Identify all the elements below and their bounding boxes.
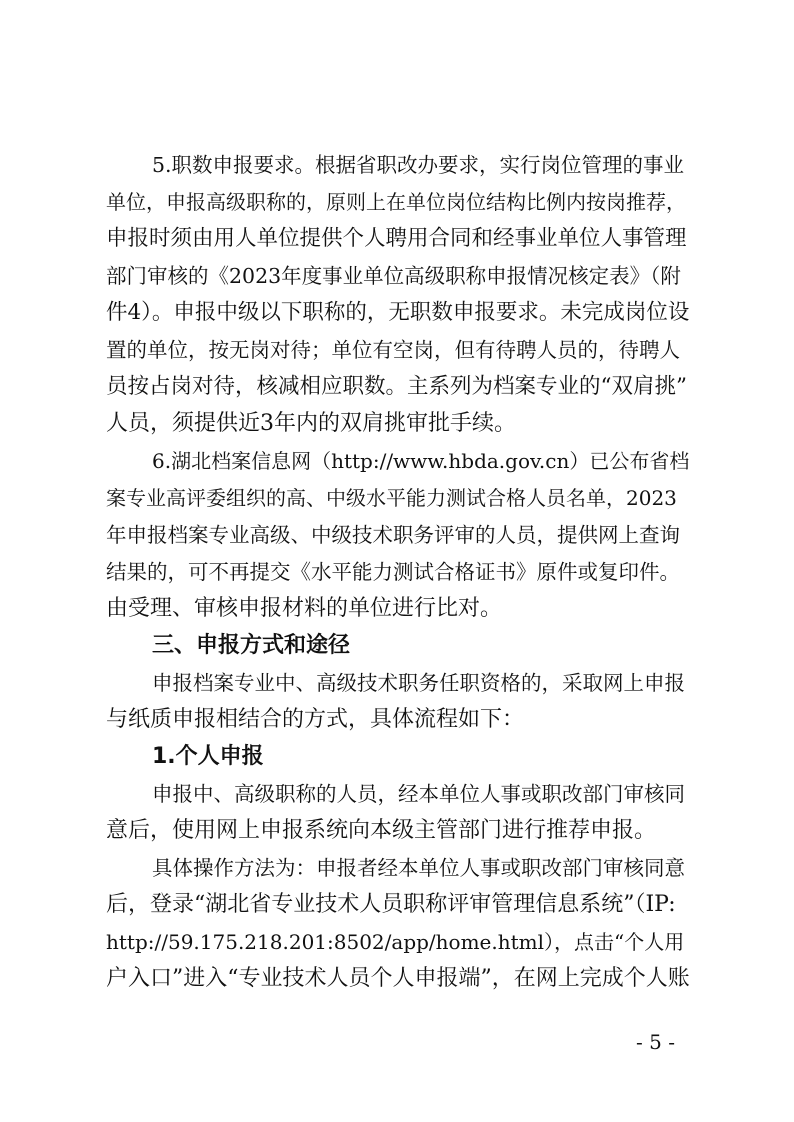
body-text-line: 员按占岗对待，核减相应职数。主系列为档案专业的“双肩挑” xyxy=(106,374,687,399)
body-text-line: 6.湖北档案信息网（http://www.hbda.gov.cn）已公布省档 xyxy=(152,449,690,473)
body-text-line: 申报时须由用人单位提供个人聘用合同和经事业单位人事管理 xyxy=(106,226,687,251)
body-text-line: 由受理、审核申报材料的单位进行比对。 xyxy=(106,596,503,621)
body-text-line: 件4）。申报中级以下职称的，无职数申报要求。未完成岗位设 xyxy=(106,300,690,325)
section-heading: 三、申报方式和途径 xyxy=(152,633,351,658)
body-text-line: 置的单位，按无岗对待；单位有空岗，但有待聘人员的，待聘人 xyxy=(106,338,680,362)
body-text-line: 与纸质申报相结合的方式，具体流程如下： xyxy=(106,707,525,732)
body-text-line: 后，登录“湖北省专业技术人员职称评审管理信息系统”（IP: xyxy=(106,892,676,917)
subsection-heading: 1.个人申报 xyxy=(152,744,264,769)
body-text-line: 案专业高评委组织的高、中级水平能力测试合格人员名单，2023 xyxy=(106,486,677,510)
body-text-line: 单位，申报高级职称的，原则上在单位岗位结构比例内按岗推荐， xyxy=(106,190,686,214)
body-text-line: 户入口”进入“专业技术人员个人申报端”，在网上完成个人账 xyxy=(106,966,690,991)
body-text-line: http://59.175.218.201:8502/app/home.html），点击“个人用 xyxy=(106,930,685,954)
body-text-line: 人员，须提供近3年内的双肩挑审批手续。 xyxy=(106,411,516,436)
body-text-line: 部门审核的《2023年度事业单位高级职称申报情况核定表》（附 xyxy=(106,264,681,288)
body-text-line: 意后，使用网上申报系统向本级主管部门进行推荐申报。 xyxy=(106,818,657,843)
body-text-line: 5.职数申报要求。根据省职改办要求，实行岗位管理的事业 xyxy=(152,153,685,177)
body-text-line: 申报中、高级职称的人员，经本单位人事或职改部门审核同 xyxy=(152,782,685,806)
body-text-line: 结果的，可不再提交《水平能力测试合格证书》原件或复印件。 xyxy=(106,560,680,584)
body-text-line: 具体操作方法为：申报者经本单位人事或职改部门审核同意 xyxy=(152,856,685,880)
page-number: - 5 - xyxy=(636,1030,675,1054)
body-text-line: 年申报档案专业高级、中级技术职务评审的人员，提供网上查询 xyxy=(106,523,680,547)
body-text-line: 申报档案专业中、高级技术职务任职资格的，采取网上申报 xyxy=(152,671,685,695)
